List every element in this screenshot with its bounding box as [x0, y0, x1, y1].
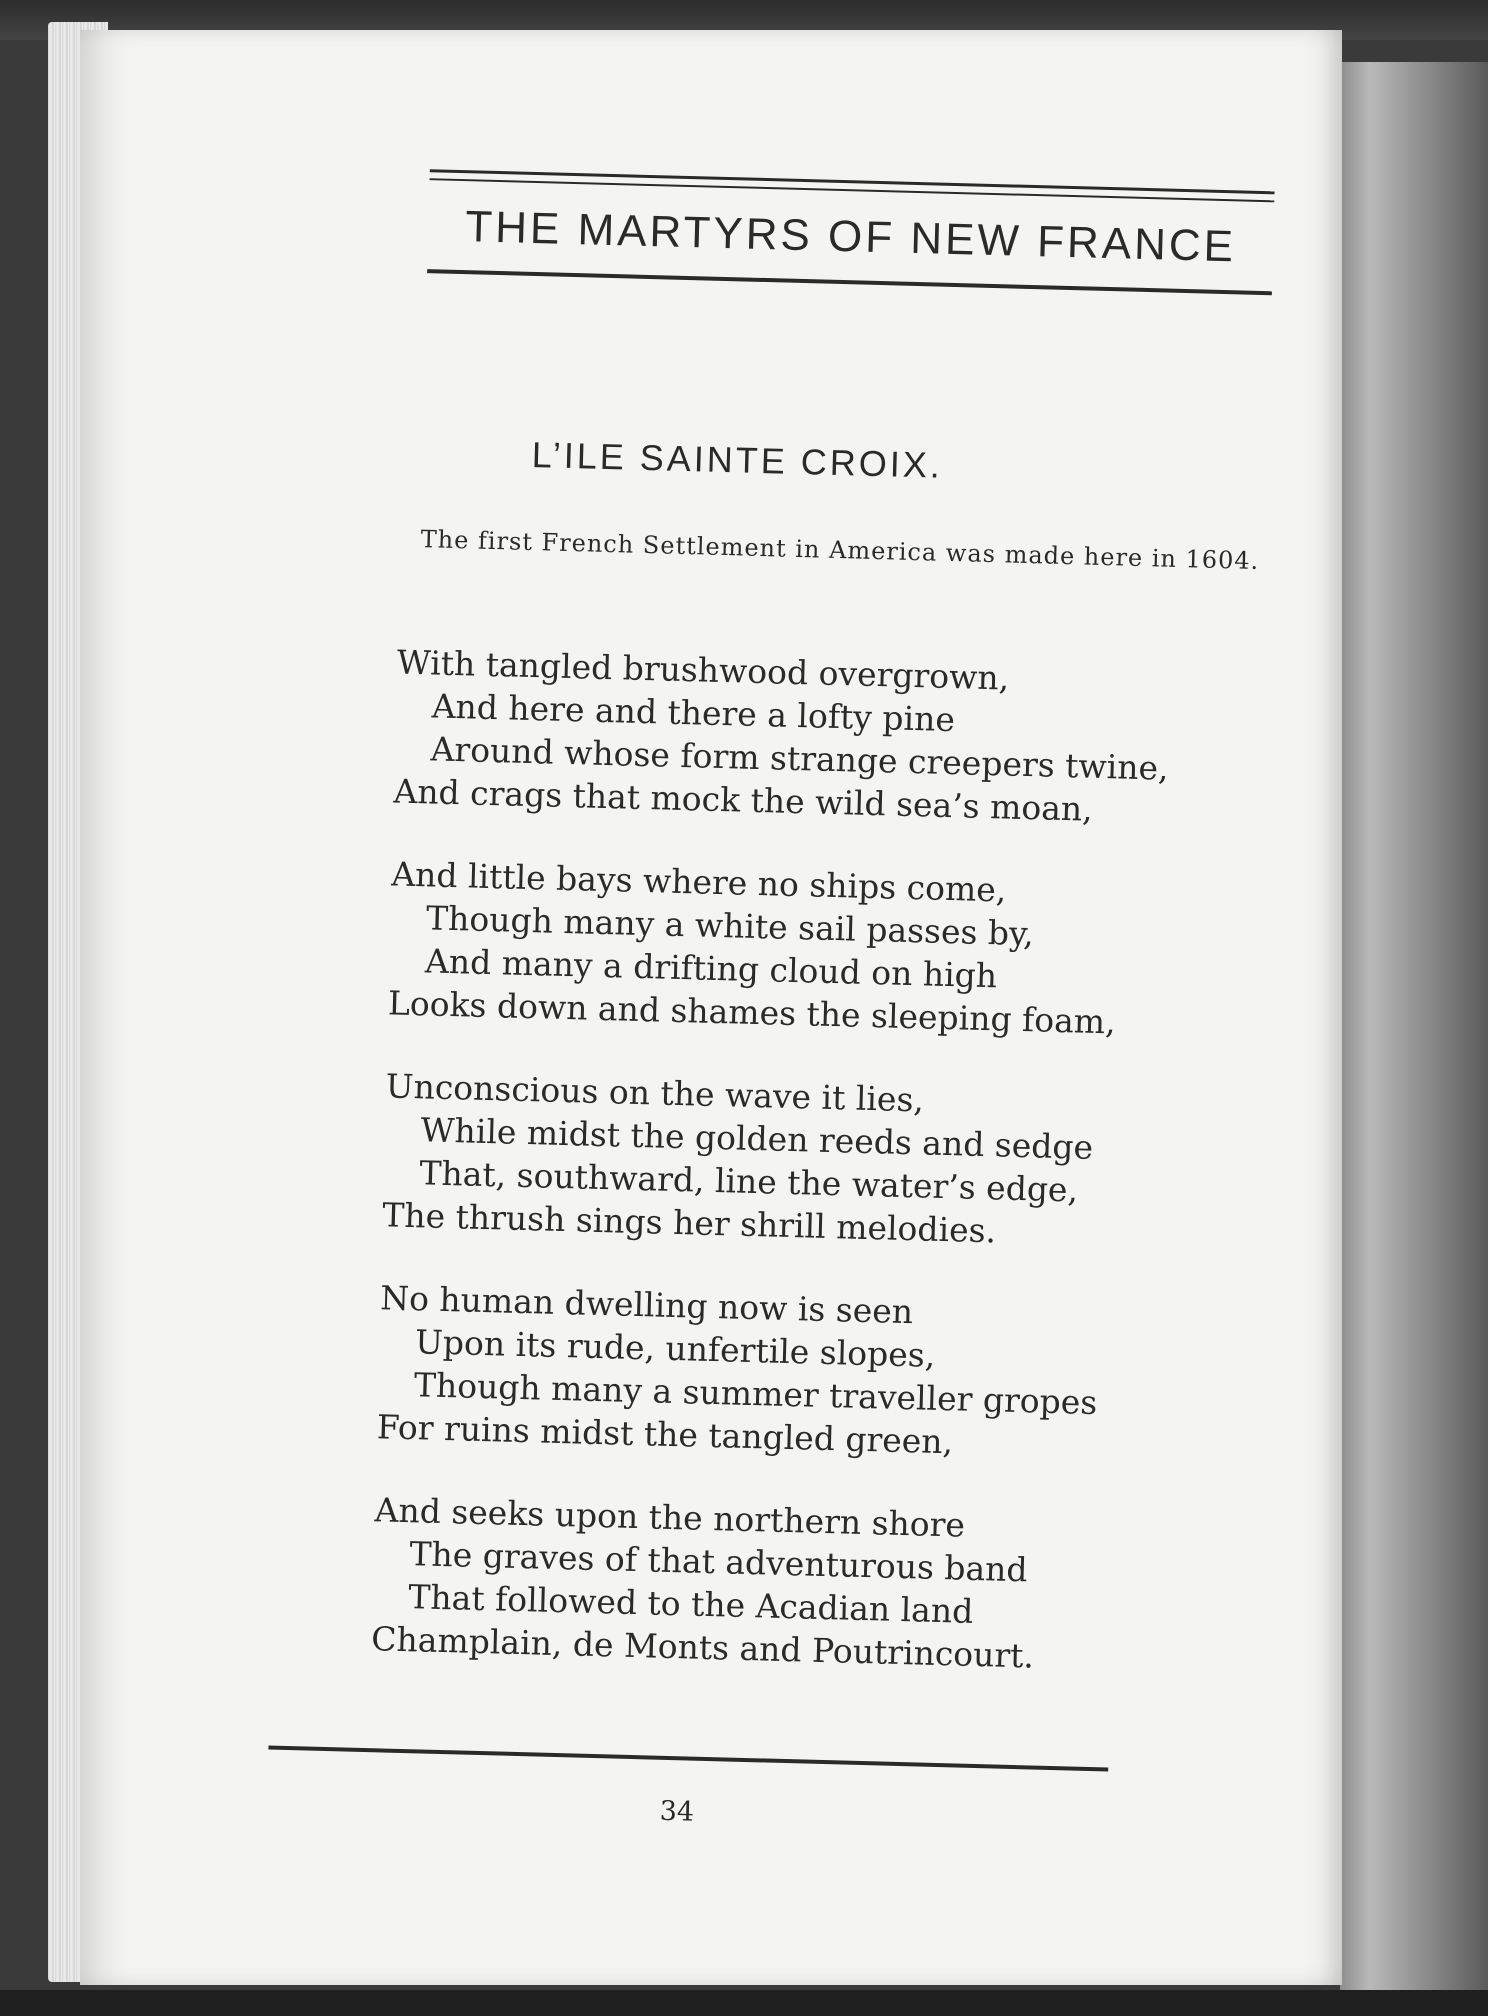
poem-line: With tangled brushwood overgrown,: [396, 642, 1010, 698]
poem-line: That followed to the Acadian land: [407, 1577, 974, 1631]
header-rule-bottom: [427, 269, 1272, 295]
poem-line: And crags that mock the wild sea’s moan,: [393, 771, 1094, 829]
poem-line: The thrush sings her shrill melodies.: [381, 1195, 997, 1251]
poem-line: And seeks upon the northern shore: [374, 1490, 966, 1545]
stanza: [382, 1064, 1166, 1256]
poem-line: Champlain, de Monts and Poutrincourt.: [370, 1619, 1035, 1676]
stanza: [393, 641, 1177, 833]
poem-line: Upon its rude, unfertile slopes,: [414, 1322, 936, 1375]
stanza: [376, 1276, 1160, 1468]
poem-line: Unconscious on the wave it lies,: [385, 1066, 925, 1120]
poem-line: Looks down and shames the sleeping foam,: [387, 983, 1117, 1042]
poem-line: And here and there a lofty pine: [431, 686, 956, 740]
poem-line: While midst the golden reeds and sedge: [420, 1110, 1094, 1167]
facing-page-edge: [1340, 62, 1488, 1992]
poem-line: The graves of that adventurous band: [409, 1534, 1029, 1590]
page-content: [53, 15, 1366, 2002]
stanza: [371, 1488, 1155, 1680]
poem-line: Though many a summer traveller gropes: [413, 1365, 1098, 1423]
page-number: 34: [659, 1795, 695, 1828]
poem-body: [370, 641, 1177, 1721]
poem-line: For ruins midst the tangled green,: [376, 1407, 954, 1462]
poem-line: And many a drifting cloud on high: [424, 941, 998, 996]
poem-line: No human dwelling now is seen: [379, 1278, 914, 1332]
epigraph: The first French Settlement in America was made here in 1604.: [420, 525, 1260, 576]
poem-line: Though many a white sail passes by,: [425, 898, 1035, 954]
footer-rule: [268, 1746, 1108, 1772]
book-page: [80, 30, 1342, 1985]
poem-line: Around whose form strange creepers twine,: [430, 729, 1170, 788]
poem-line: That, southward, line the water’s edge,: [419, 1153, 1079, 1210]
poem-title: L’ILE SAINTE CROIX.: [531, 433, 944, 486]
stanza: [387, 852, 1171, 1044]
running-title: THE MARTYRS OF NEW FRANCE: [464, 202, 1237, 272]
poem-line: And little bays where no ships come,: [390, 854, 1007, 910]
